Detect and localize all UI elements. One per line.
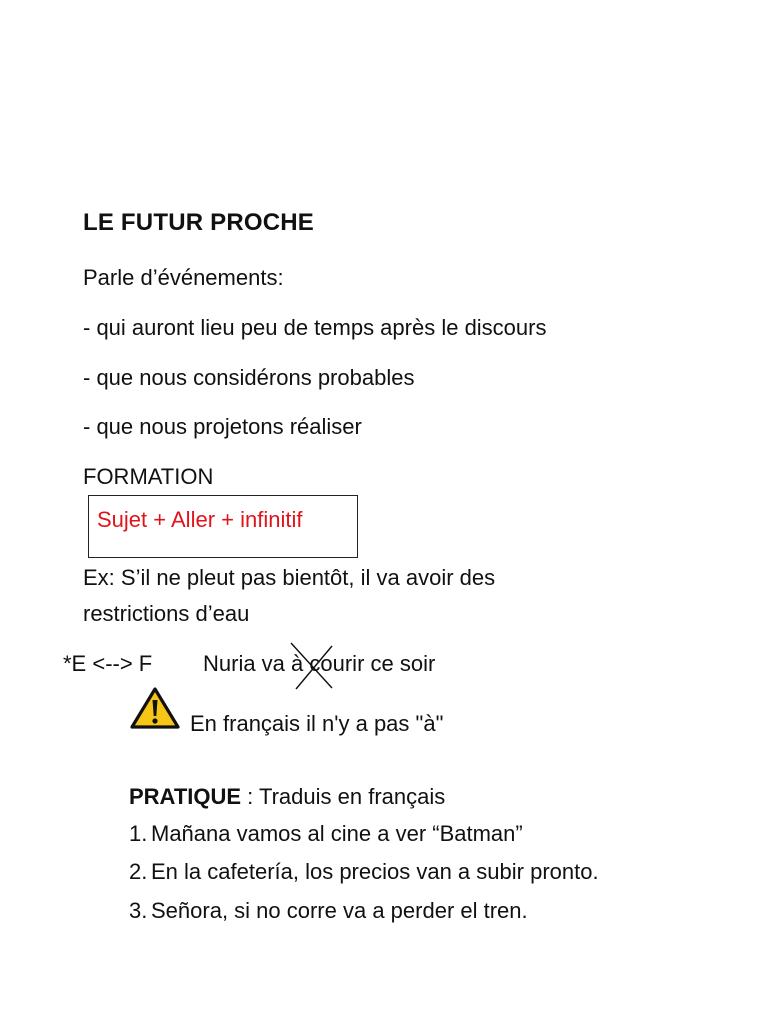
example-line: restrictions d’eau bbox=[83, 601, 250, 626]
practice-item-text: Señora, si no corre va a perder el tren. bbox=[151, 898, 528, 923]
practice-item-text: En la cafetería, los precios van a subir pronto. bbox=[151, 859, 599, 884]
practice-item-number: 2. bbox=[129, 859, 148, 884]
practice-instruction: : Traduis en français bbox=[241, 784, 446, 809]
comparison-label: *E <--> F bbox=[63, 651, 153, 676]
practice-item bbox=[129, 823, 523, 845]
formation-label: FORMATION bbox=[83, 464, 214, 489]
strike-cross-mark bbox=[288, 641, 336, 691]
practice-item-number: 1. bbox=[129, 821, 148, 846]
practice-heading bbox=[129, 786, 445, 808]
warning-triangle-icon bbox=[129, 686, 181, 730]
example-line: Ex: S’il ne pleut pas bientôt, il va avoir des bbox=[83, 565, 496, 590]
practice-item-text: Mañana vamos al cine a ver “Batman” bbox=[151, 821, 523, 846]
bullet-item: - que nous projetons réaliser bbox=[83, 414, 362, 439]
formula-box bbox=[88, 495, 358, 558]
bullet-item: - qui auront lieu peu de temps après le discours bbox=[83, 315, 547, 340]
comparison-sentence: Nuria va à courir ce soir bbox=[203, 651, 436, 676]
warning-text: En français il n'y a pas "à" bbox=[190, 711, 444, 736]
bullet-item: - que nous considérons probables bbox=[83, 365, 415, 390]
formula-text: Sujet + Aller + infinitif bbox=[97, 507, 303, 532]
practice-item bbox=[129, 900, 528, 922]
page-title: LE FUTUR PROCHE bbox=[83, 209, 314, 236]
practice-label: PRATIQUE bbox=[129, 784, 242, 809]
practice-item-number: 3. bbox=[129, 898, 148, 923]
intro-text: Parle d’événements: bbox=[83, 265, 284, 290]
practice-item bbox=[129, 861, 599, 883]
